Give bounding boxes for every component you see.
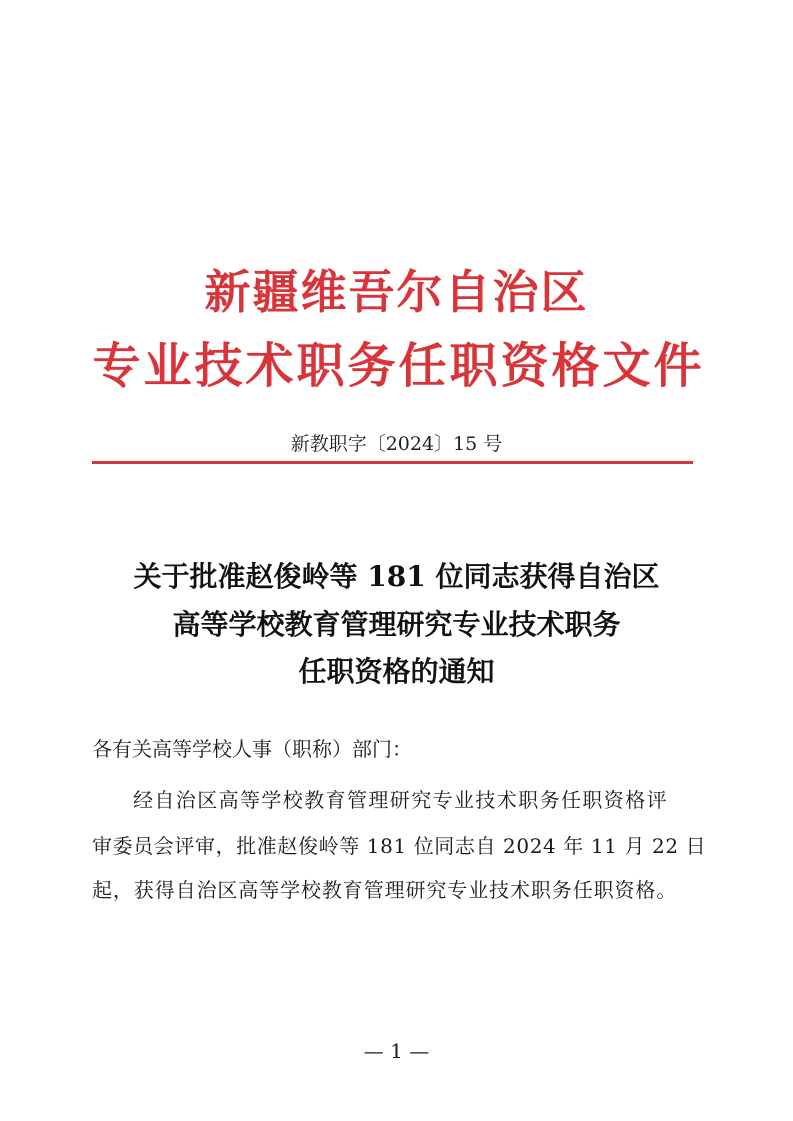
salutation: 各有关高等学校人事（职称）部门： (92, 737, 412, 761)
notice-title-line1: 关于批准赵俊岭等 181 位同志获得自治区 (133, 560, 660, 593)
body-paragraph-line3: 起，获得自治区高等学校教育管理研究专业技术职务任职资格。 (92, 878, 678, 902)
issuer-header-line2: 专业技术职务任职资格文件 (92, 338, 705, 394)
body-paragraph-line1: 经自治区高等学校教育管理研究专业技术职务任职资格评 (133, 788, 668, 812)
notice-title-line3: 任职资格的通知 (298, 655, 495, 688)
issuer-header-line1: 新疆维吾尔自治区 (204, 265, 589, 319)
body-paragraph-line2: 审委员会评审，批准赵俊岭等 181 位同志自 2024 年 11 月 22 日 (92, 834, 707, 858)
page-number: — 1 — (363, 1039, 430, 1063)
header-divider (92, 461, 693, 464)
document-number: 新教职字〔2024〕15 号 (290, 433, 503, 455)
notice-title-line2: 高等学校教育管理研究专业技术职务 (172, 608, 621, 641)
